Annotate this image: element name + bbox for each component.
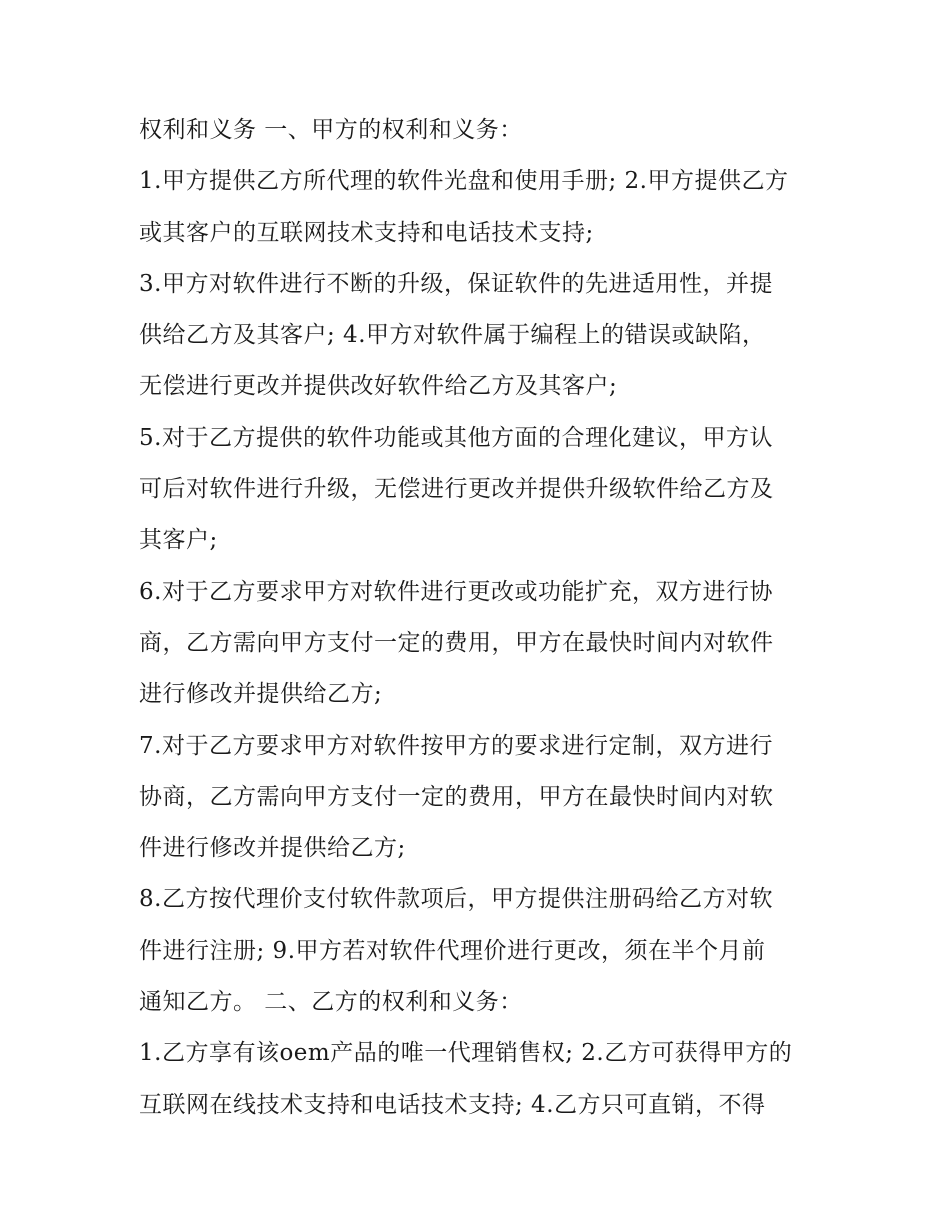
text-line: 其客户;	[139, 527, 218, 554]
text-line: 1.乙方享有该oem产品的唯一代理销售权; 2.乙方可获得甲方的	[139, 1040, 793, 1067]
text-line: 1.甲方提供乙方所代理的软件光盘和使用手册; 2.甲方提供乙方	[139, 168, 789, 195]
text-line: 件进行修改并提供给乙方;	[139, 835, 406, 862]
text-line: 件进行注册; 9.甲方若对软件代理价进行更改，须在半个月前	[139, 937, 766, 964]
text-line: 协商，乙方需向甲方支付一定的费用，甲方在最快时间内对软	[139, 783, 774, 810]
text-line: 3.甲方对软件进行不断的升级，保证软件的先进适用性，并提	[139, 270, 773, 297]
text-line: 权利和义务 一、甲方的权利和义务：	[139, 117, 523, 143]
text-line: 5.对于乙方提供的软件功能或其他方面的合理化建议，甲方认	[139, 424, 773, 451]
text-line: 互联网在线技术支持和电话技术支持; 4.乙方只可直销，不得	[139, 1091, 766, 1118]
text-line: 通知乙方。 二、乙方的权利和义务：	[139, 989, 523, 1016]
text-line: 进行修改并提供给乙方;	[139, 681, 383, 708]
text-line: 6.对于乙方要求甲方对软件进行更改或功能扩充，双方进行协	[139, 578, 773, 605]
text-line: 供给乙方及其客户; 4.甲方对软件属于编程上的错误或缺陷，	[139, 322, 766, 349]
text-line: 商，乙方需向甲方支付一定的费用，甲方在最快时间内对软件	[139, 629, 774, 656]
text-line: 8.乙方按代理价支付软件款项后，甲方提供注册码给乙方对软	[139, 886, 773, 913]
text-line: 可后对软件进行升级，无偿进行更改并提供升级软件给乙方及	[139, 476, 774, 503]
text-line: 7.对于乙方要求甲方对软件按甲方的要求进行定制，双方进行	[139, 732, 773, 759]
document-body	[139, 110, 829, 1136]
text-line: 或其客户的互联网技术支持和电话技术支持;	[139, 219, 594, 246]
text-line: 无偿进行更改并提供改好软件给乙方及其客户;	[139, 373, 618, 400]
